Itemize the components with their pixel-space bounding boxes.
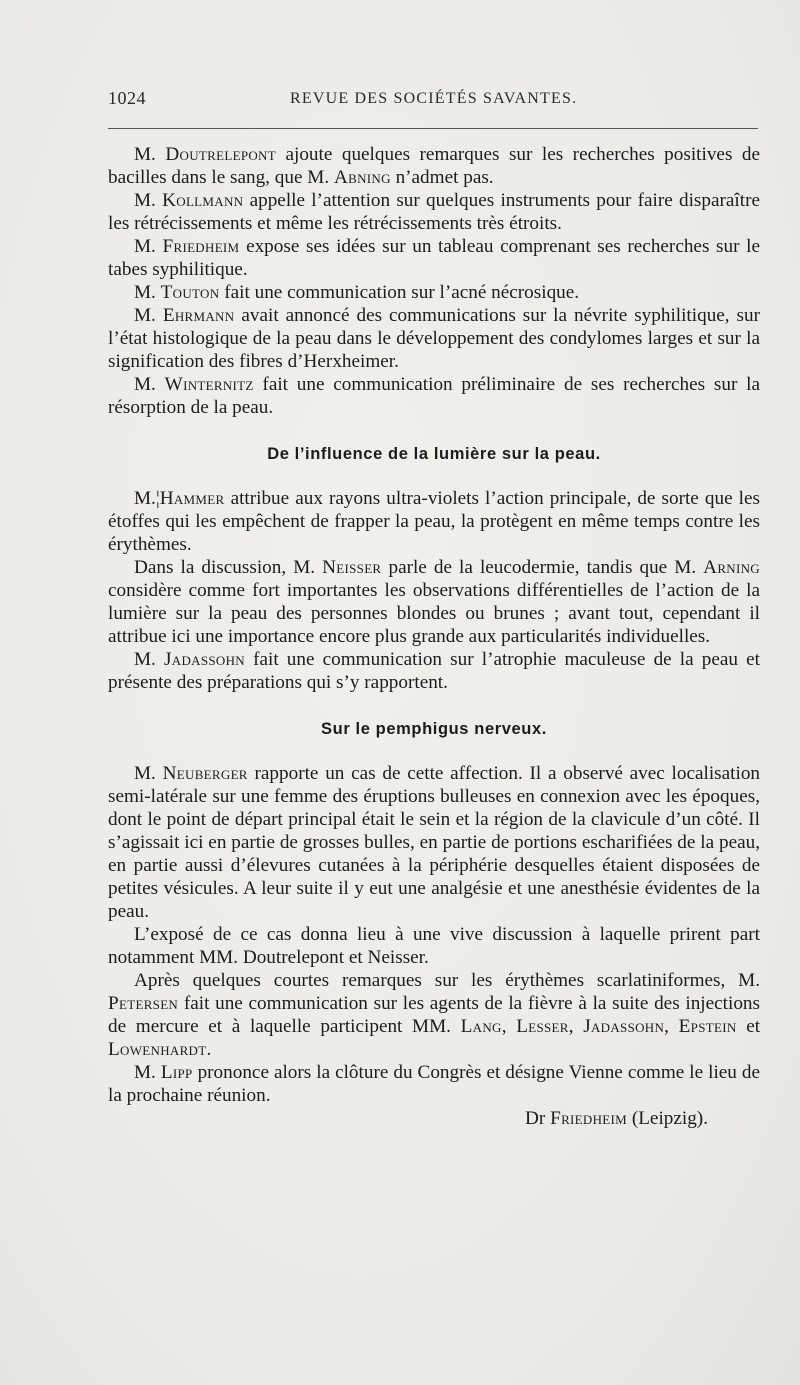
text: Après quelques courtes remarques sur les érythèmes scarlatiniformes, M. xyxy=(134,970,760,991)
signature-prefix: Dr xyxy=(525,1108,551,1129)
person-name: Touton xyxy=(160,282,220,303)
person-name: Winternitz xyxy=(164,374,254,395)
text: rapporte un cas de cette affection. Il a observé avec localisation semi-latérale sur une femme des éruptions bulleuses en connexion avec les époques, dont le point de départ principal était le sein et la région de la clavicule d’un côté. Il s’agissait ici en partie de grosses bulles, en partie de portions escharifiées de la peau, en partie aussi d’élevures cutanées à la périphérie desquelles étaient disposées de petites vésicules. A leur suite il y eut une analgésie et une anesthésie évidentes de la peau. xyxy=(108,763,761,922)
text: L’exposé de ce cas donna lieu à une vive discussion à laquelle prirent part notamment MM. Doutrelepont et Neisser. xyxy=(108,924,760,968)
text: attribue aux rayons ultra-violets l’action principale, de sorte que les étoffes qui les empêchent de frapper la peau, la protègent en même temps contre les érythèmes. xyxy=(108,488,760,555)
section-heading: Sur le pemphigus nerveux. xyxy=(321,720,547,738)
text: , xyxy=(568,1016,584,1037)
person-name: Petersen xyxy=(108,993,179,1014)
paragraph xyxy=(108,1061,760,1107)
text: avait annoncé des communications sur la névrite syphilitique, sur l’état histologique de la peau dans le développement des condylomes larges et sur la signification des fibres d’Herxheimer. xyxy=(108,305,760,372)
page-number: 1024 xyxy=(108,88,146,108)
author-place: (Leipzig). xyxy=(627,1108,708,1129)
text: , xyxy=(501,1016,517,1037)
signature-line xyxy=(108,1107,760,1130)
paragraph xyxy=(108,143,760,189)
text: appelle l’attention sur quelques instruments pour faire disparaître les rétrécissements et même les rétrécissements très étroits. xyxy=(108,190,760,234)
author-name: Friedheim xyxy=(550,1108,628,1129)
text: M. xyxy=(134,763,163,784)
person-name: Jadassohn xyxy=(583,1016,665,1037)
text: M. xyxy=(134,282,161,303)
text: fait une communication préliminaire de ses recherches sur la résorption de la peau. xyxy=(108,374,760,418)
person-name: Kollmann xyxy=(162,190,244,211)
text: M. xyxy=(134,144,166,165)
paragraph xyxy=(108,556,760,648)
text: et xyxy=(736,1016,761,1037)
person-name: Neisser xyxy=(322,557,382,578)
signature xyxy=(499,1107,760,1130)
person-name: Neuberger xyxy=(162,763,248,784)
text: considère comme fort importantes les observations différentielles de l’action de la lumière sur la peau des personnes blondes ou brunes ; avant tout, cependant il attribue ici une importance encore plus grande aux particularités individuelles. xyxy=(108,580,760,647)
person-name: Doutrelepont xyxy=(165,144,276,165)
text: , xyxy=(664,1016,679,1037)
text: n’admet pas. xyxy=(390,167,494,188)
person-name: Ehrmann xyxy=(162,305,235,326)
person-name: Lowenhardt xyxy=(108,1039,207,1060)
text: parle de la leucodermie, tandis que M. xyxy=(381,557,704,578)
text: . xyxy=(206,1039,212,1060)
paragraph xyxy=(108,189,760,235)
header-rule xyxy=(108,128,758,129)
running-header xyxy=(108,88,758,118)
text: prononce alors la clôture du Congrès et désigne Vienne comme le lieu de la prochaine réunion. xyxy=(108,1062,760,1106)
text: M. xyxy=(134,190,163,211)
paragraph xyxy=(108,762,760,923)
text: M.¦ xyxy=(134,488,160,509)
paragraph xyxy=(108,235,760,281)
person-name: Lipp xyxy=(160,1062,193,1083)
text: fait une communication sur l’acné nécrosique. xyxy=(219,282,580,303)
paragraph xyxy=(108,648,760,694)
article-body xyxy=(108,143,760,1130)
text: fait une communication sur l’atrophie maculeuse de la peau et présente des préparations qui s’y rapportent. xyxy=(108,649,760,693)
section-heading: De l’influence de la lumière sur la peau. xyxy=(267,445,601,463)
running-title: REVUE DES SOCIÉTÉS SAVANTES. xyxy=(290,90,578,107)
text: M. xyxy=(134,1062,161,1083)
person-name: Epstein xyxy=(678,1016,737,1037)
paragraph xyxy=(108,923,760,969)
person-name: Arning xyxy=(703,557,760,578)
paragraph xyxy=(108,487,760,556)
text: fait une communication sur les agents de la fièvre à la suite des injections de mercure et à laquelle participent MM. xyxy=(108,993,760,1037)
paragraph xyxy=(108,969,760,1061)
paragraph xyxy=(108,373,760,419)
text: expose ses idées sur un tableau comprenant ses recherches sur le tabes syphilitique. xyxy=(108,236,760,280)
person-name: Lang xyxy=(460,1016,502,1037)
text: Dans la discussion, M. xyxy=(134,557,323,578)
text: M. xyxy=(134,305,163,326)
text: M. xyxy=(134,236,163,257)
text: M. xyxy=(134,649,164,670)
person-name: Lesser xyxy=(516,1016,569,1037)
person-name: Jadassohn xyxy=(164,649,245,670)
person-name: Hammer xyxy=(159,488,225,509)
paragraph xyxy=(108,281,760,304)
person-name: Abning xyxy=(333,167,391,188)
person-name: Friedheim xyxy=(162,236,240,257)
paragraph xyxy=(108,304,760,373)
text: ajoute quelques remarques sur les recherches positives de bacilles dans le sang, que M. xyxy=(108,144,761,188)
text: M. xyxy=(134,374,165,395)
